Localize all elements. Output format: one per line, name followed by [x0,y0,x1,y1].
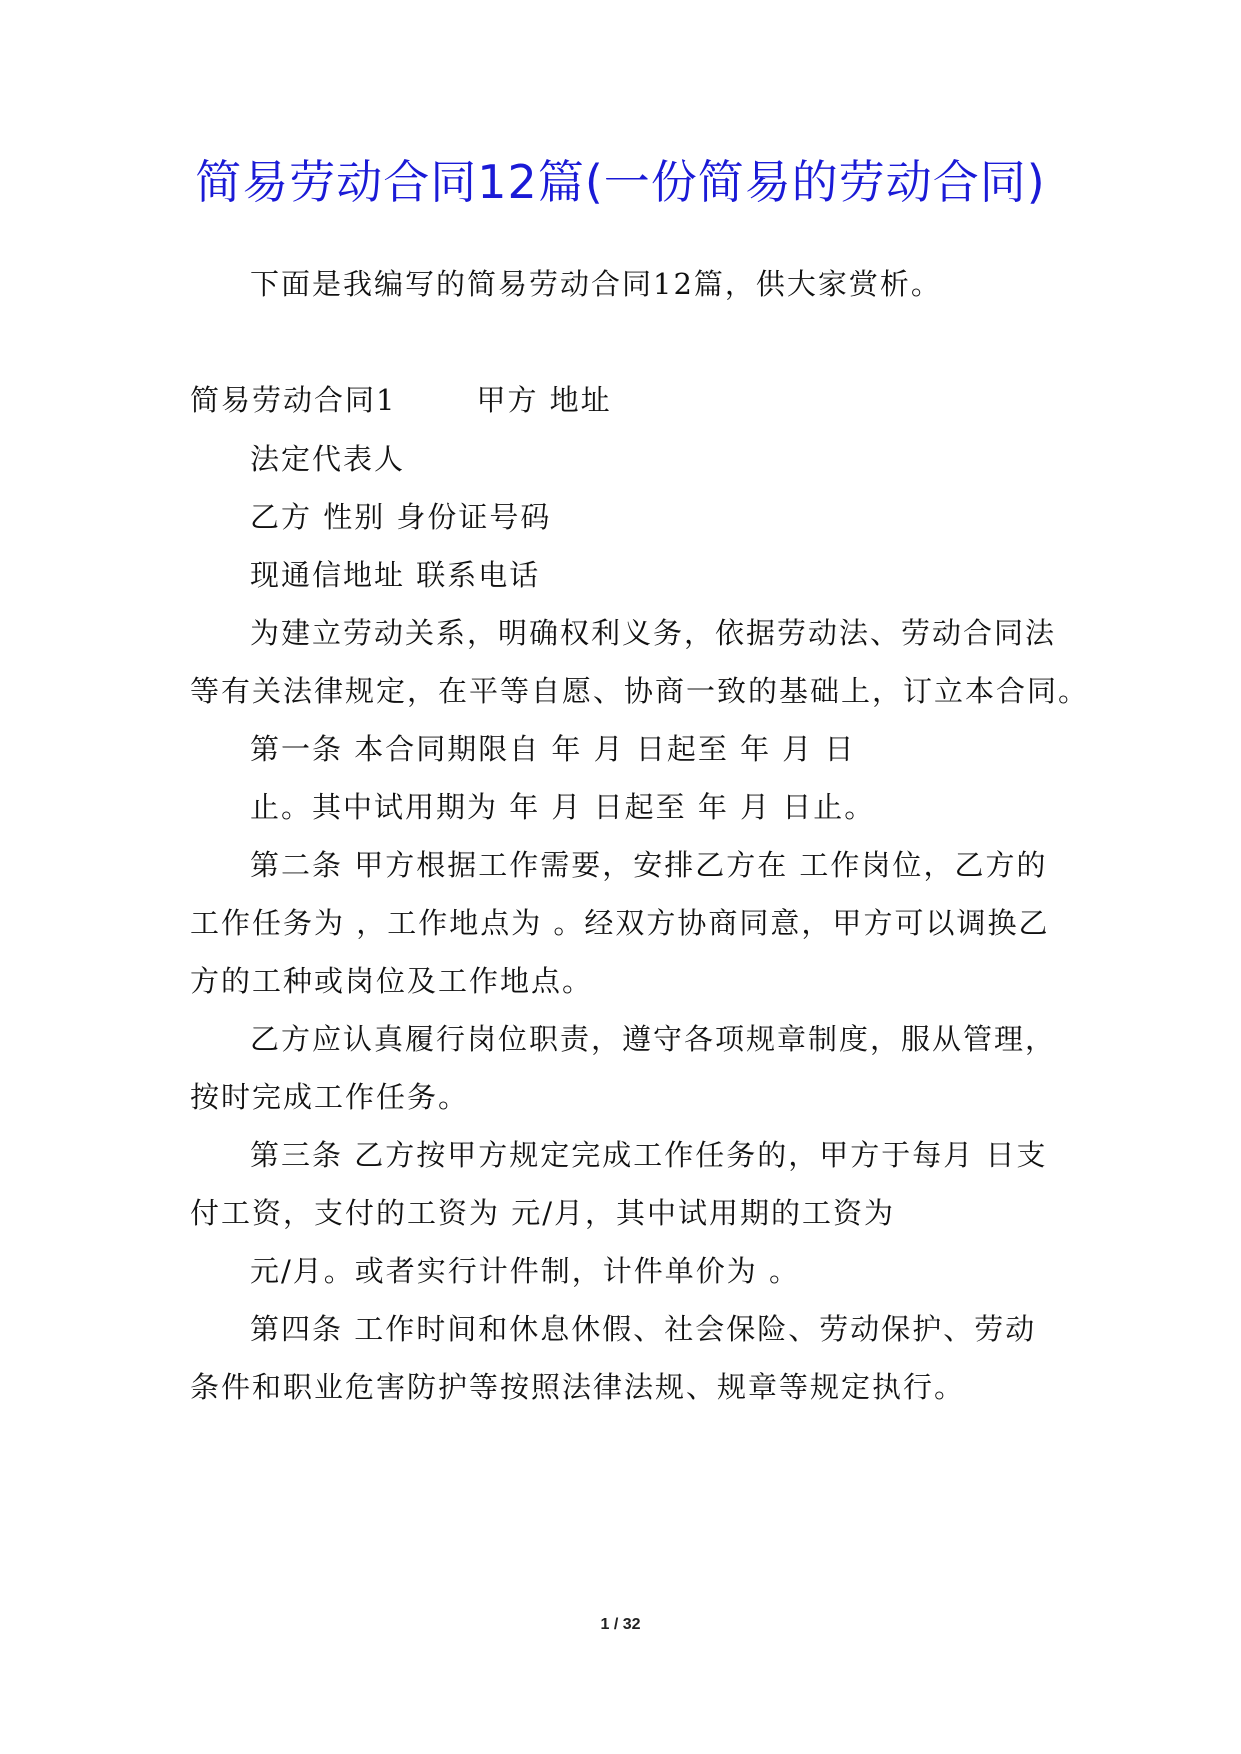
section-heading-line [190,380,612,420]
text-line: 条件和职业危害防护等按照法律法规、规章等规定执行。 [190,1370,966,1404]
party-a-label: 甲方 地址 [476,383,612,417]
text-line: 乙方 性别 身份证号码 [250,500,552,534]
document-title: 简易劳动合同12篇(一份简易的劳动合同) [195,155,1046,209]
text-line: 方的工种或岗位及工作地点。 [190,964,594,998]
text-line: 第一条 本合同期限自 年 月 日起至 年 月 日 [250,732,856,766]
text-line: 元/月。或者实行计件制，计件单价为 。 [250,1254,800,1288]
text-line: 付工资，支付的工资为 元/月，其中试用期的工资为 [190,1196,895,1230]
text-line: 按时完成工作任务。 [190,1080,470,1114]
section-heading: 简易劳动合同1 [190,383,397,417]
text-line: 为建立劳动关系，明确权利义务，依据劳动法、劳动合同法 [250,616,1057,650]
text-line: 第二条 甲方根据工作需要，安排乙方在 工作岗位，乙方的 [250,848,1048,882]
text-line: 现通信地址 联系电话 [250,558,541,592]
text-line: 工作任务为 ，工作地点为 。经双方协商同意，甲方可以调换乙 [190,906,1050,940]
text-line: 法定代表人 [250,442,406,476]
text-line: 等有关法律规定，在平等自愿、协商一致的基础上，订立本合同。 [190,674,1090,708]
page-number: 1 / 32 [600,1616,641,1633]
text-line: 第三条 乙方按甲方规定完成工作任务的，甲方于每月 日支 [250,1138,1048,1172]
text-line: 乙方应认真履行岗位职责，遵守各项规章制度，服从管理， [250,1022,1057,1056]
text-line: 第四条 工作时间和休息休假、社会保险、劳动保护、劳动 [250,1312,1037,1346]
intro-paragraph: 下面是我编写的简易劳动合同12篇，供大家赏析。 [250,267,942,301]
text-line: 止。其中试用期为 年 月 日起至 年 月 日止。 [250,790,876,824]
